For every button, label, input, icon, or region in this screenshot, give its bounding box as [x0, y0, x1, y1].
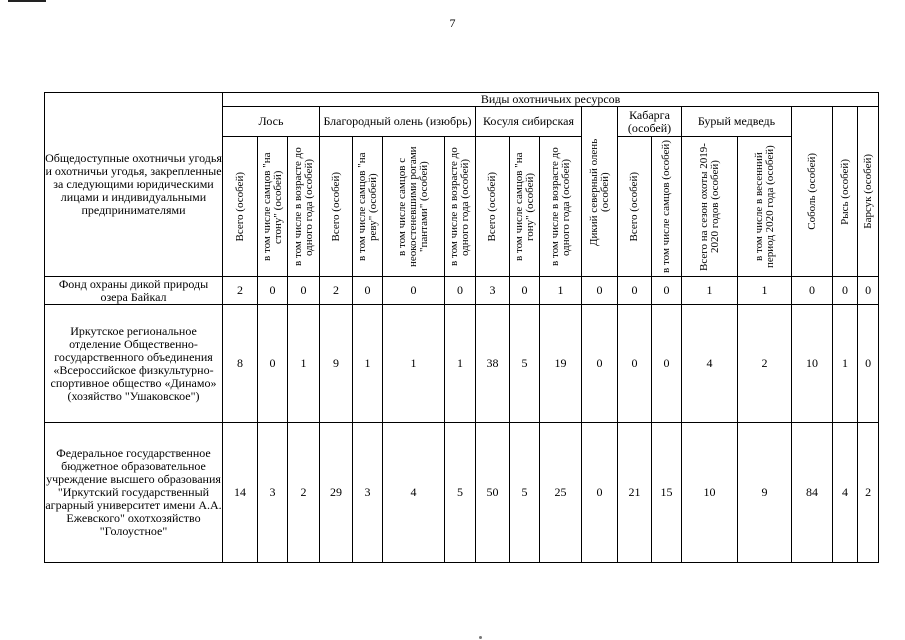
- organization-name: Иркутское региональное отделение Общественно-государственного объединения «Всероссийское физкультурно-спортивное общество «Динамо» (хозяйство "Ушаковское"): [45, 305, 223, 423]
- table-cell: 0: [510, 277, 540, 305]
- table-cell: 0: [833, 277, 858, 305]
- table-cell: 14: [223, 423, 258, 563]
- table-cell: 19: [540, 305, 582, 423]
- table-cell: 0: [618, 305, 652, 423]
- table-cell: 0: [258, 277, 288, 305]
- table-cell: 2: [858, 423, 879, 563]
- table-cell: 25: [540, 423, 582, 563]
- table-cell: 84: [792, 423, 833, 563]
- table-cell: 1: [833, 305, 858, 423]
- scan-corner-mark: [8, 0, 46, 2]
- table-cell: 1: [383, 305, 445, 423]
- page-number: 7: [449, 16, 456, 30]
- column-header: в том числе самцов с неокостеневшими рогами "пантами" (особей): [383, 137, 445, 277]
- table-cell: 0: [288, 277, 320, 305]
- table-cell: 50: [476, 423, 510, 563]
- table-cell: 0: [582, 305, 618, 423]
- column-header: в том числе в весенний период 2020 года (особей): [738, 137, 792, 277]
- table-cell: 4: [833, 423, 858, 563]
- column-header: в том числе самцов "на гону" (особей): [510, 137, 540, 277]
- table-cell: 0: [858, 277, 879, 305]
- column-header: Всего (особей): [618, 137, 652, 277]
- table-cell: 0: [582, 277, 618, 305]
- table-cell: 3: [258, 423, 288, 563]
- table-cell: 5: [510, 305, 540, 423]
- column-header: Всего (особей): [223, 137, 258, 277]
- column-header: Всего (особей): [476, 137, 510, 277]
- table-cell: 1: [445, 305, 476, 423]
- table-cell: 5: [445, 423, 476, 563]
- table-cell: 0: [582, 423, 618, 563]
- table-cell: 29: [320, 423, 353, 563]
- column-header: Всего (особей): [320, 137, 353, 277]
- table-cell: 4: [383, 423, 445, 563]
- table-cell: 2: [288, 423, 320, 563]
- column-header: Рысь (особей): [833, 107, 858, 277]
- column-header: в том числе в возрасте до одного года (особей): [288, 137, 320, 277]
- table-cell: 2: [223, 277, 258, 305]
- table-cell: 1: [288, 305, 320, 423]
- column-header: Барсук (особей): [858, 107, 879, 277]
- table-cell: 10: [792, 305, 833, 423]
- column-header: Дикий северный олень (особей): [582, 107, 618, 277]
- table-cell: 21: [618, 423, 652, 563]
- group-header-medved: Бурый медведь: [682, 107, 792, 137]
- table-cell: 1: [738, 277, 792, 305]
- table-cell: 0: [618, 277, 652, 305]
- organization-name: Федеральное государственное бюджетное образовательное учреждение высшего образования "Иркутский государственный аграрный университет имени А.А. Ежевского" охотхозяйство "Голоустное": [45, 423, 223, 563]
- group-header-los: Лось: [223, 107, 320, 137]
- scan-speck: [479, 636, 482, 639]
- table-cell: 10: [682, 423, 738, 563]
- table-cell: 4: [682, 305, 738, 423]
- organization-name: Фонд охраны дикой природы озера Байкал: [45, 277, 223, 305]
- group-header-kosulya: Косуля сибирская: [476, 107, 582, 137]
- column-header: Соболь (особей): [792, 107, 833, 277]
- table-row: [45, 277, 879, 305]
- column-header: Всего на сезон охоты 2019-2020 годов (особей): [682, 137, 738, 277]
- table-cell: 5: [510, 423, 540, 563]
- table-cell: 0: [258, 305, 288, 423]
- table-cell: 1: [682, 277, 738, 305]
- table-cell: 2: [320, 277, 353, 305]
- table-cell: 9: [738, 423, 792, 563]
- column-header: в том числе в возрасте до одного года (особей): [540, 137, 582, 277]
- column-header: в том числе самцов "на стону" (особей): [258, 137, 288, 277]
- column-header: в том числе самцов (особей): [652, 137, 682, 277]
- table-cell: 0: [652, 305, 682, 423]
- table-cell: 0: [383, 277, 445, 305]
- table-cell: 9: [320, 305, 353, 423]
- table-cell: 3: [353, 423, 383, 563]
- table-cell: 38: [476, 305, 510, 423]
- table-cell: 1: [540, 277, 582, 305]
- table-cell: 0: [652, 277, 682, 305]
- table-cell: 3: [476, 277, 510, 305]
- table-cell: 2: [738, 305, 792, 423]
- group-header-kabarga: Кабарга (особей): [618, 107, 682, 137]
- column-header: в том числе в возрасте до одного года (особей): [445, 137, 476, 277]
- super-header: Виды охотничьих ресурсов: [223, 93, 879, 107]
- table-cell: 0: [858, 305, 879, 423]
- table-cell: 15: [652, 423, 682, 563]
- column-header: в том числе самцов "на реву" (особей): [353, 137, 383, 277]
- table-cell: 8: [223, 305, 258, 423]
- table-cell: 0: [353, 277, 383, 305]
- table-row: [45, 423, 879, 563]
- table-row: [45, 305, 879, 423]
- hunting-resources-table: [44, 92, 879, 563]
- row-header-cell: Общедоступные охотничьи угодья и охотничьи угодья, закрепленные за следующими юридическими лицами и индивидуальными предпринимателями: [45, 93, 223, 277]
- table-cell: 0: [792, 277, 833, 305]
- table-cell: 0: [445, 277, 476, 305]
- group-header-olen: Благородный олень (изюбрь): [320, 107, 476, 137]
- table-cell: 1: [353, 305, 383, 423]
